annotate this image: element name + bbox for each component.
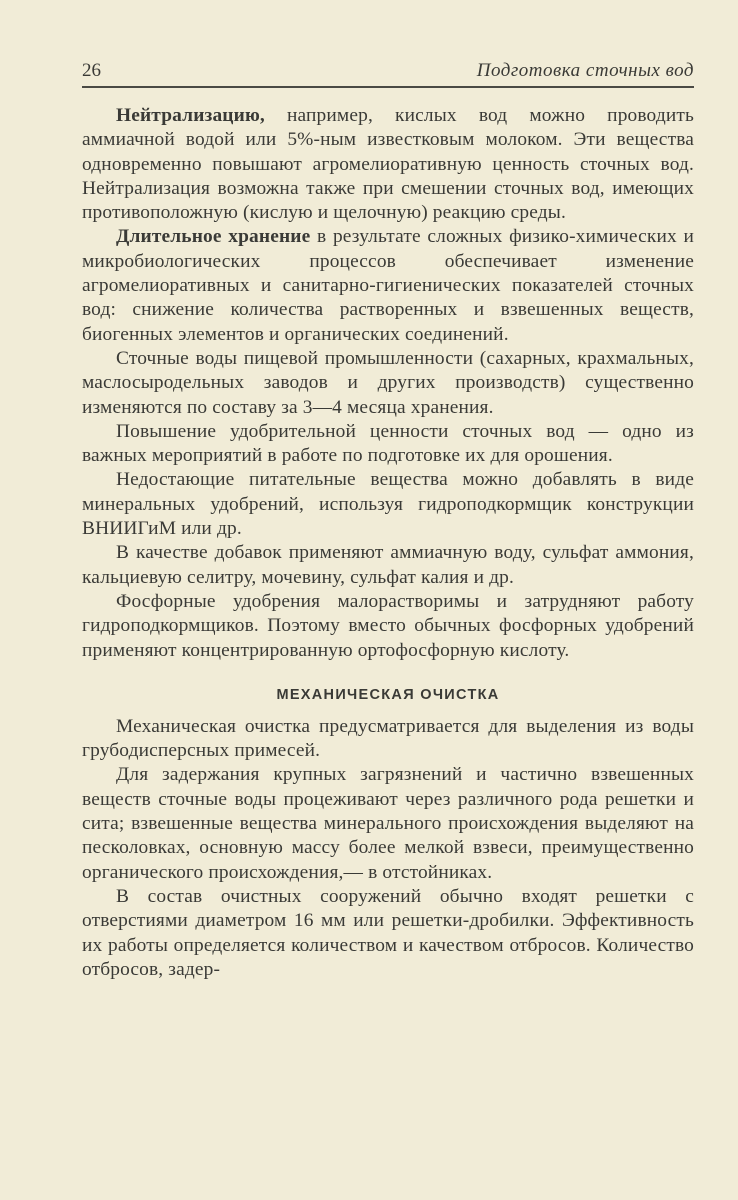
paragraph-lead: Длительное хранение (116, 226, 311, 248)
paragraph-neutralization (82, 104, 694, 225)
paragraph: Механическая очистка предусматривается для выделения из воды грубодисперсных примесей. (82, 715, 694, 762)
paragraph: Сточные воды пищевой промышленности (сахарных, крахмальных, маслосыродельных заводов и других производств) существенно изменяются по составу за 3—4 месяца хранения. (82, 347, 694, 418)
page-body (82, 104, 694, 982)
paragraph: В качестве добавок применяют аммиачную воду, сульфат аммония, кальциевую селитру, мочевину, сульфат калия и др. (82, 542, 694, 588)
paragraph-text: например, кислых вод можно проводить аммиачной водой или 5%-ным известковым молоком. Эти вещества одновременно повышают агромелиоративную ценность сточных вод. Нейтрализация возможна также при смешении сточных вод, имеющих противоположную (кислую и щелочную) реакцию среды. (82, 105, 694, 224)
paragraph-lead: Нейтрализацию, (116, 105, 265, 126)
page-header (82, 60, 694, 88)
section-heading: МЕХАНИЧЕСКАЯ ОЧИСТКА (276, 686, 500, 703)
paragraph-text: в результате сложных физико-химических и микробиологических процессов обеспечивает изменение агромелиоративных и санитарно-гигиенических показателей сточных вод: снижение количества растворенных и взвешенных веществ, биогенных элементов и органических соединений. (82, 226, 695, 345)
paragraph: Недостающие питательные вещества можно добавлять в виде минеральных удобрений, используя гидроподкормщик конструкции ВНИИГиМ или др. (82, 469, 694, 540)
page-number: 26 (82, 60, 101, 81)
running-head: Подготовка сточных вод (476, 60, 694, 81)
paragraph: Повышение удобрительной ценности сточных вод — одно из важных мероприятий в работе по подготовке их для орошения. (82, 420, 694, 467)
paragraph: Фосфорные удобрения малорастворимы и затрудняют работу гидроподкормщиков. Поэтому вместо обычных фосфорных удобрений применяют концентрированную ортофосфорную кислоту. (82, 590, 694, 661)
paragraph: Для задержания крупных загрязнений и частично взвешенных веществ сточные воды процеживают через различного рода решетки и сита; взвешенные вещества минерального происхождения выделяют на песколовках, основную массу более мелкой взвеси, преимущественно органического происхождения,— в отстойниках. (82, 764, 694, 883)
paragraph-long-storage (82, 225, 694, 346)
paragraph: В состав очистных сооружений обычно входят решетки с отверстиями диаметром 16 мм или решетки-дробилки. Эффективность их работы определяется количеством и качеством отбросов. Количество отбросов, задер- (82, 885, 694, 980)
